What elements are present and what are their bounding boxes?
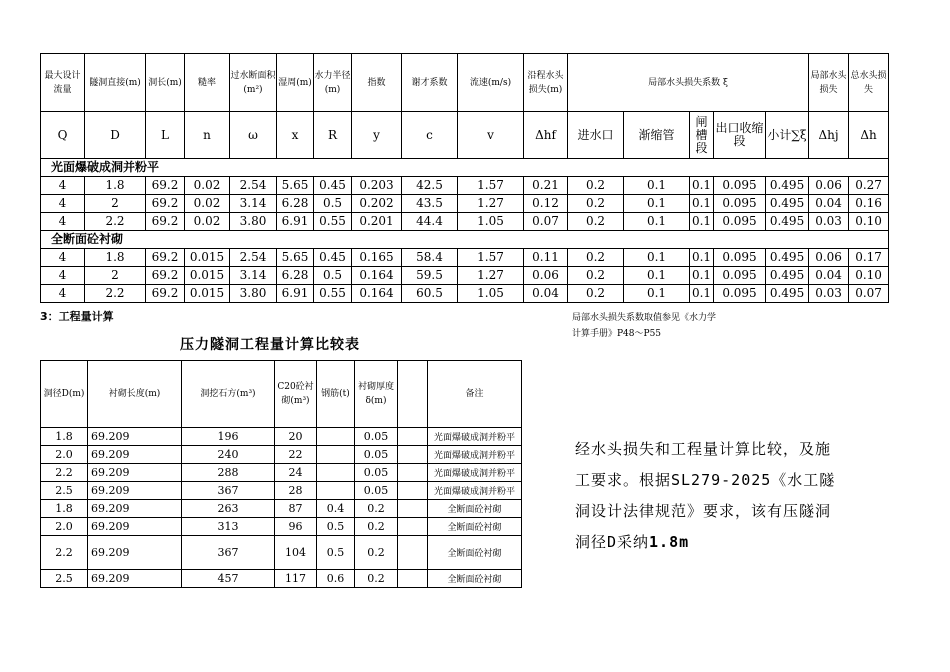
data-cell: 0.10	[849, 213, 889, 231]
data-cell: 1.27	[458, 195, 524, 213]
data-cell: 196	[182, 428, 275, 446]
data-cell: 59.5	[402, 267, 458, 285]
data-cell: 0.1	[624, 267, 690, 285]
data-cell: 0.03	[809, 285, 849, 303]
data-cell	[398, 464, 428, 482]
column-header: 隧洞直接(m)	[85, 54, 146, 112]
data-cell: 0.095	[714, 285, 766, 303]
data-cell: 1.8	[85, 249, 146, 267]
data-cell: 2.5	[41, 570, 88, 588]
column-header: 洞挖石方(m³)	[182, 361, 275, 428]
data-cell: 4	[41, 177, 85, 195]
data-cell: 96	[275, 518, 317, 536]
data-cell: 0.5	[314, 267, 352, 285]
data-row	[41, 482, 522, 500]
data-cell: 0.2	[568, 213, 624, 231]
data-cell: 4	[41, 249, 85, 267]
data-cell	[317, 464, 355, 482]
data-cell: 0.495	[766, 195, 809, 213]
data-cell: 2.2	[41, 464, 88, 482]
column-header: 局部水头损失	[809, 54, 849, 112]
data-cell: 457	[182, 570, 275, 588]
data-cell: 0.1	[690, 285, 714, 303]
symbol-cell: R	[314, 112, 352, 159]
symbol-cell: 进水口	[568, 112, 624, 159]
symbol-cell: 小计∑ξ	[766, 112, 809, 159]
symbol-cell: x	[277, 112, 314, 159]
data-cell: 0.2	[568, 177, 624, 195]
data-cell: 0.1	[624, 177, 690, 195]
data-cell: 0.201	[352, 213, 402, 231]
data-cell: 0.164	[352, 267, 402, 285]
data-cell: 0.12	[524, 195, 568, 213]
data-cell: 69.209	[88, 464, 182, 482]
data-cell	[398, 428, 428, 446]
data-cell: 0.095	[714, 249, 766, 267]
column-header: 局部水头损失系数 ξ	[568, 54, 809, 112]
data-cell: 44.4	[402, 213, 458, 231]
data-cell: 0.55	[314, 213, 352, 231]
data-cell: 1.05	[458, 213, 524, 231]
data-cell: 0.095	[714, 177, 766, 195]
data-cell: 0.2	[568, 249, 624, 267]
data-cell: 0.07	[849, 285, 889, 303]
symbol-cell: ω	[230, 112, 277, 159]
data-cell: 0.1	[690, 177, 714, 195]
data-cell: 4	[41, 267, 85, 285]
data-cell: 2.0	[41, 446, 88, 464]
data-cell: 0.1	[624, 249, 690, 267]
data-cell: 0.2	[355, 570, 398, 588]
column-header: 沿程水头损失(m)	[524, 54, 568, 112]
data-cell: 0.17	[849, 249, 889, 267]
data-cell: 2.2	[85, 213, 146, 231]
data-cell: 60.5	[402, 285, 458, 303]
data-cell: 6.28	[277, 267, 314, 285]
data-cell: 28	[275, 482, 317, 500]
data-cell: 1.8	[41, 428, 88, 446]
data-cell: 0.21	[524, 177, 568, 195]
data-cell: 0.1	[624, 213, 690, 231]
data-cell: 367	[182, 536, 275, 570]
data-cell: 5.65	[277, 177, 314, 195]
remark-cell: 光面爆破成洞并粉平	[428, 464, 522, 482]
data-cell: 0.203	[352, 177, 402, 195]
data-cell: 263	[182, 500, 275, 518]
data-cell: 0.495	[766, 267, 809, 285]
data-cell	[398, 500, 428, 518]
data-cell: 2.54	[230, 249, 277, 267]
symbol-cell: Δhf	[524, 112, 568, 159]
column-header: 洞长(m)	[146, 54, 185, 112]
data-cell: 367	[182, 482, 275, 500]
data-row	[41, 213, 889, 231]
data-cell: 6.28	[277, 195, 314, 213]
data-cell: 0.495	[766, 285, 809, 303]
data-row	[41, 195, 889, 213]
data-cell: 240	[182, 446, 275, 464]
data-cell: 0.095	[714, 267, 766, 285]
data-row	[41, 464, 522, 482]
header-row	[41, 54, 889, 112]
column-header: 最大设计流量	[41, 54, 85, 112]
data-cell: 69.209	[88, 446, 182, 464]
data-cell: 0.495	[766, 249, 809, 267]
column-header: 备注	[428, 361, 522, 428]
conclusion-text	[575, 434, 845, 558]
data-cell: 104	[275, 536, 317, 570]
data-row	[41, 536, 522, 570]
data-cell: 0.07	[524, 213, 568, 231]
column-header	[398, 361, 428, 428]
symbol-cell: v	[458, 112, 524, 159]
data-cell: 0.1	[690, 195, 714, 213]
symbol-cell: 出口收缩段	[714, 112, 766, 159]
data-cell: 0.05	[355, 464, 398, 482]
data-cell: 0.06	[524, 267, 568, 285]
column-header: 流速(m/s)	[458, 54, 524, 112]
reference-note: 局部水头损失系数取值参见《水力学计算手册》P48～P55	[572, 313, 717, 339]
data-cell	[398, 570, 428, 588]
data-cell: 6.91	[277, 285, 314, 303]
section-row	[41, 231, 889, 249]
section-row	[41, 159, 889, 177]
data-cell: 0.27	[849, 177, 889, 195]
data-cell: 0.2	[355, 518, 398, 536]
data-cell: 69.209	[88, 500, 182, 518]
data-cell: 3.14	[230, 267, 277, 285]
section-title: 光面爆破成洞并粉平	[41, 159, 889, 177]
remark-cell: 光面爆破成洞并粉平	[428, 446, 522, 464]
data-cell: 0.02	[185, 177, 230, 195]
quantity-table-title: 压力隧洞工程量计算比较表	[180, 337, 360, 353]
data-cell: 0.164	[352, 285, 402, 303]
data-cell: 69.2	[146, 285, 185, 303]
data-cell: 4	[41, 195, 85, 213]
data-cell: 3.80	[230, 285, 277, 303]
data-cell: 0.55	[314, 285, 352, 303]
data-row	[41, 428, 522, 446]
column-header: 水力半径(m)	[314, 54, 352, 112]
column-header: 过水断面积(m²)	[230, 54, 277, 112]
column-header: 糙率	[185, 54, 230, 112]
column-header: 总水头损失	[849, 54, 889, 112]
data-cell: 0.06	[809, 177, 849, 195]
column-header: 谢才系数	[402, 54, 458, 112]
column-header: 洞径D(m)	[41, 361, 88, 428]
data-cell: 4	[41, 213, 85, 231]
data-cell	[317, 428, 355, 446]
data-cell: 58.4	[402, 249, 458, 267]
data-cell: 2.2	[85, 285, 146, 303]
data-cell: 69.2	[146, 249, 185, 267]
data-cell: 0.2	[355, 536, 398, 570]
data-cell: 0.165	[352, 249, 402, 267]
data-row	[41, 570, 522, 588]
data-cell: 0.05	[355, 482, 398, 500]
data-cell: 69.2	[146, 195, 185, 213]
data-cell: 69.209	[88, 570, 182, 588]
data-cell: 69.209	[88, 482, 182, 500]
data-cell: 0.015	[185, 249, 230, 267]
data-cell: 2.2	[41, 536, 88, 570]
symbol-cell: c	[402, 112, 458, 159]
data-cell: 0.5	[314, 195, 352, 213]
data-cell: 288	[182, 464, 275, 482]
data-cell: 0.10	[849, 267, 889, 285]
data-row	[41, 249, 889, 267]
section-3-title: 3：工程量计算	[40, 310, 114, 323]
data-cell: 0.015	[185, 285, 230, 303]
data-cell: 0.05	[355, 428, 398, 446]
data-cell: 0.05	[355, 446, 398, 464]
remark-cell: 全断面砼衬砌	[428, 518, 522, 536]
data-cell: 1.57	[458, 177, 524, 195]
data-cell: 2.5	[41, 482, 88, 500]
data-cell: 0.202	[352, 195, 402, 213]
data-cell: 0.5	[317, 536, 355, 570]
data-cell: 22	[275, 446, 317, 464]
data-cell: 117	[275, 570, 317, 588]
data-cell: 2.0	[41, 518, 88, 536]
data-row	[41, 267, 889, 285]
data-cell	[317, 482, 355, 500]
data-cell: 0.04	[809, 267, 849, 285]
data-cell: 0.45	[314, 177, 352, 195]
data-cell: 2	[85, 267, 146, 285]
data-cell: 0.4	[317, 500, 355, 518]
conclusion-body: 经水头损失和工程量计算比较，及施工要求。根据SL279-2025《水工隧洞设计法律规范》要求，该有压隧洞洞径D采纳	[575, 440, 836, 551]
data-cell	[398, 446, 428, 464]
data-cell: 0.1	[690, 249, 714, 267]
symbol-cell: 渐缩管	[624, 112, 690, 159]
symbol-cell: y	[352, 112, 402, 159]
symbol-cell: n	[185, 112, 230, 159]
data-cell: 0.02	[185, 213, 230, 231]
data-cell: 0.495	[766, 177, 809, 195]
data-cell: 0.095	[714, 213, 766, 231]
data-cell: 0.5	[317, 518, 355, 536]
symbol-cell: 闸槽段	[690, 112, 714, 159]
symbol-cell: D	[85, 112, 146, 159]
data-cell: 69.2	[146, 177, 185, 195]
remark-cell: 光面爆破成洞并粉平	[428, 482, 522, 500]
remark-cell: 全断面砼衬砌	[428, 536, 522, 570]
data-row	[41, 518, 522, 536]
data-cell: 0.2	[568, 195, 624, 213]
data-row	[41, 177, 889, 195]
data-cell: 0.02	[185, 195, 230, 213]
quantity-comparison-table	[40, 360, 522, 588]
remark-cell: 全断面砼衬砌	[428, 500, 522, 518]
symbol-cell: L	[146, 112, 185, 159]
data-cell: 0.2	[568, 285, 624, 303]
data-cell	[317, 446, 355, 464]
data-cell: 0.04	[809, 195, 849, 213]
column-header: 衬砌长度(m)	[88, 361, 182, 428]
conclusion-diameter-value: 1.8m	[649, 533, 690, 551]
data-cell: 0.06	[809, 249, 849, 267]
data-cell: 0.015	[185, 267, 230, 285]
data-cell: 0.2	[355, 500, 398, 518]
data-cell: 0.2	[568, 267, 624, 285]
data-cell: 6.91	[277, 213, 314, 231]
data-cell: 4	[41, 285, 85, 303]
hydraulic-loss-table	[40, 53, 889, 303]
data-cell: 0.495	[766, 213, 809, 231]
data-cell: 3.80	[230, 213, 277, 231]
data-cell: 0.1	[624, 285, 690, 303]
section-title: 全断面砼衬砌	[41, 231, 889, 249]
data-cell: 1.05	[458, 285, 524, 303]
data-cell: 42.5	[402, 177, 458, 195]
data-cell: 0.1	[690, 213, 714, 231]
data-cell: 1.8	[85, 177, 146, 195]
symbol-cell: Q	[41, 112, 85, 159]
data-cell: 0.1	[624, 195, 690, 213]
data-cell: 5.65	[277, 249, 314, 267]
data-cell: 3.14	[230, 195, 277, 213]
data-cell: 0.095	[714, 195, 766, 213]
data-cell: 69.209	[88, 536, 182, 570]
symbol-row	[41, 112, 889, 159]
header-row	[41, 361, 522, 428]
data-cell: 313	[182, 518, 275, 536]
data-cell: 69.209	[88, 518, 182, 536]
data-row	[41, 285, 889, 303]
remark-cell: 光面爆破成洞并粉平	[428, 428, 522, 446]
data-cell: 69.2	[146, 267, 185, 285]
data-cell: 2.54	[230, 177, 277, 195]
remark-cell: 全断面砼衬砌	[428, 570, 522, 588]
data-cell: 0.6	[317, 570, 355, 588]
data-cell: 0.1	[690, 267, 714, 285]
column-header: 钢筋(t)	[317, 361, 355, 428]
column-header: 湿周(m)	[277, 54, 314, 112]
data-cell: 0.45	[314, 249, 352, 267]
data-row	[41, 500, 522, 518]
column-header: 指数	[352, 54, 402, 112]
data-cell: 1.57	[458, 249, 524, 267]
data-cell: 0.04	[524, 285, 568, 303]
data-cell	[398, 536, 428, 570]
data-cell: 43.5	[402, 195, 458, 213]
data-cell: 0.16	[849, 195, 889, 213]
data-cell	[398, 518, 428, 536]
data-cell: 0.11	[524, 249, 568, 267]
data-cell: 1.8	[41, 500, 88, 518]
symbol-cell: Δh	[849, 112, 889, 159]
data-row	[41, 446, 522, 464]
data-cell: 24	[275, 464, 317, 482]
data-cell: 2	[85, 195, 146, 213]
data-cell: 20	[275, 428, 317, 446]
data-cell: 0.03	[809, 213, 849, 231]
data-cell: 69.209	[88, 428, 182, 446]
data-cell: 1.27	[458, 267, 524, 285]
data-cell: 87	[275, 500, 317, 518]
column-header: 衬砌厚度δ(m)	[355, 361, 398, 428]
data-cell	[398, 482, 428, 500]
data-cell: 69.2	[146, 213, 185, 231]
column-header: C20砼衬砌(m³)	[275, 361, 317, 428]
symbol-cell: Δhj	[809, 112, 849, 159]
